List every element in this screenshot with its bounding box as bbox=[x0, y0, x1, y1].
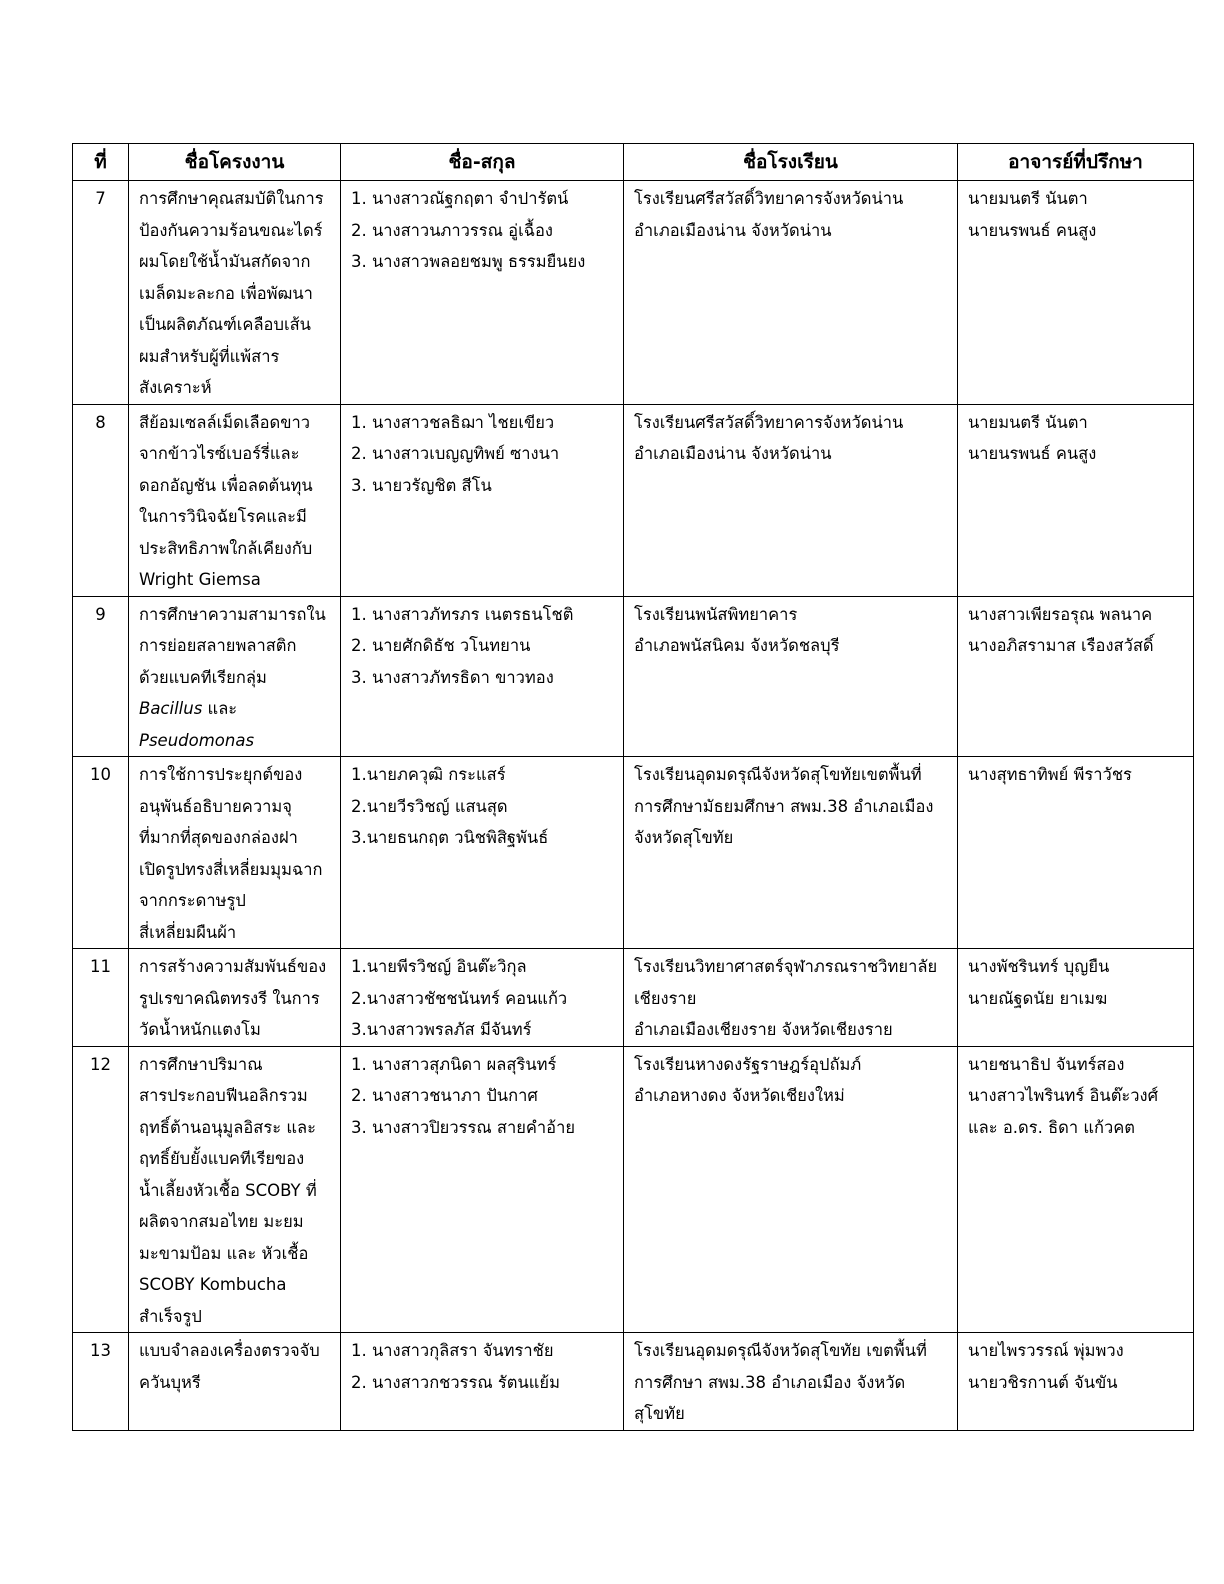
cell-school bbox=[624, 949, 958, 1047]
school-line: โรงเรียนอุดมดรุณีจังหวัดสุโขทัย เขตพื้นที่ bbox=[634, 1341, 927, 1360]
advisor-line: นายมนตรี นันตา bbox=[968, 412, 1088, 432]
cell-advisor bbox=[958, 1046, 1194, 1333]
project-line: ประสิทธิภาพใกล้เคียงกับ bbox=[139, 538, 313, 558]
cell-names bbox=[341, 1333, 624, 1431]
table-row bbox=[73, 596, 1194, 757]
cell-advisor bbox=[958, 404, 1194, 596]
cell-project bbox=[129, 1333, 341, 1431]
header-row bbox=[73, 144, 1194, 181]
names-line: 3. นางสาวปิยวรรณ สายคำอ้าย bbox=[351, 1117, 576, 1137]
cell-project bbox=[129, 1046, 341, 1333]
school-line: โรงเรียนพนัสพิทยาคาร bbox=[634, 604, 798, 624]
cell-school bbox=[624, 757, 958, 949]
school-line: จังหวัดสุโขทัย bbox=[634, 828, 734, 847]
header-project: ชื่อโครงงาน bbox=[129, 144, 341, 181]
cell-school bbox=[624, 1333, 958, 1431]
cell-names bbox=[341, 596, 624, 757]
project-line: SCOBY Kombucha bbox=[139, 1275, 287, 1294]
advisor-line: นางสาวเพียรอรุณ พลนาค bbox=[968, 604, 1153, 624]
project-line: เป็นผลิตภัณฑ์เคลือบเส้น bbox=[139, 315, 311, 334]
row-number: 9 bbox=[73, 596, 129, 757]
advisor-line: นางสุทธาทิพย์ พีราวัชร bbox=[968, 765, 1132, 784]
project-line: มะขามป้อม และ หัวเชื้อ bbox=[139, 1243, 309, 1263]
table-row bbox=[73, 949, 1194, 1047]
names-line: 1. นางสาวกุลิสรา จันทราชัย bbox=[351, 1341, 554, 1360]
school-line: โรงเรียนศรีสวัสดิ์วิทยาคารจังหวัดน่าน bbox=[634, 412, 904, 432]
advisor-line: นายนรพนธ์ คนสูง bbox=[968, 444, 1097, 463]
cell-school bbox=[624, 596, 958, 757]
row-number: 11 bbox=[73, 949, 129, 1047]
row-number: 8 bbox=[73, 404, 129, 596]
names-line: 2. นางสาวเบญญทิพย์ ซางนา bbox=[351, 444, 560, 463]
project-line: เปิดรูปทรงสี่เหลี่ยมมุมฉาก bbox=[139, 859, 323, 879]
cell-advisor bbox=[958, 757, 1194, 949]
project-line: การศึกษาคุณสมบัติในการ bbox=[139, 189, 324, 208]
project-line: การศึกษาความสามารถใน bbox=[139, 604, 326, 624]
cell-project bbox=[129, 596, 341, 757]
names-line: 3. นางสาวภัทรธิดา ขาวทอง bbox=[351, 667, 554, 687]
project-line: น้ำเลี้ยงหัวเชื้อ SCOBY ที่ bbox=[139, 1180, 317, 1200]
names-line: 2.นางสาวชัชชนันทร์ คอนแก้ว bbox=[351, 988, 568, 1008]
advisor-line: นางอภิสรามาส เรืองสวัสดิ์ bbox=[968, 636, 1154, 655]
project-line: Pseudomonas bbox=[139, 730, 255, 750]
project-line: อนุพันธ์อธิบายความจุ bbox=[139, 796, 292, 816]
project-line: รูปเรขาคณิตทรงรี ในการ bbox=[139, 988, 320, 1008]
project-line: สังเคราะห์ bbox=[139, 378, 212, 397]
names-line: 2. นายศักดิธัช วโนทยาน bbox=[351, 636, 531, 655]
project-line: การใช้การประยุกต์ของ bbox=[139, 765, 303, 784]
project-line: ที่มากที่สุดของกล่องฝา bbox=[139, 828, 298, 847]
project-line: เมล็ดมะละกอ เพื่อพัฒนา bbox=[139, 283, 313, 303]
names-line: 2.นายวีรวิชญ์ แสนสุด bbox=[351, 796, 508, 816]
cell-school bbox=[624, 404, 958, 596]
header-no: ที่ bbox=[73, 144, 129, 181]
school-line: อำเภอพนัสนิคม จังหวัดชลบุรี bbox=[634, 636, 840, 655]
school-line: การศึกษามัธยมศึกษา สพม.38 อำเภอเมือง bbox=[634, 796, 934, 816]
names-line: 1.นายพีรวิชญ์ อินต๊ะวิกุล bbox=[351, 957, 527, 976]
names-line: 2. นางสาวนภาวรรณ อู่เฉื้อง bbox=[351, 220, 553, 240]
cell-names bbox=[341, 404, 624, 596]
project-line: สำเร็จรูป bbox=[139, 1306, 202, 1326]
project-line: ควันบุหรี bbox=[139, 1372, 201, 1392]
header-advisor: อาจารย์ที่ปรึกษา bbox=[958, 144, 1194, 181]
header-school: ชื่อโรงเรียน bbox=[624, 144, 958, 181]
cell-advisor bbox=[958, 949, 1194, 1047]
advisor-line: นายณัฐดนัย ยาเมฆ bbox=[968, 988, 1108, 1008]
cell-advisor bbox=[958, 596, 1194, 757]
school-line: โรงเรียนวิทยาศาสตร์จุฬาภรณราชวิทยาลัย bbox=[634, 957, 938, 976]
project-line: การสร้างความสัมพันธ์ของ bbox=[139, 957, 327, 976]
names-line: 1. นางสาวภัทรภร เนตรธนโชติ bbox=[351, 604, 574, 624]
table-row bbox=[73, 1333, 1194, 1431]
names-line: 3.นายธนกฤต วนิชพิสิฐพันธ์ bbox=[351, 828, 549, 847]
advisor-line: นายมนตรี นันตา bbox=[968, 189, 1088, 208]
cell-names bbox=[341, 757, 624, 949]
cell-school bbox=[624, 181, 958, 405]
projects-table bbox=[72, 143, 1194, 1431]
cell-names bbox=[341, 1046, 624, 1333]
advisor-line: และ อ.ดร. ธิดา แก้วคต bbox=[968, 1117, 1136, 1137]
project-line: Wright Giemsa bbox=[139, 570, 261, 589]
names-line: 1. นางสาวชลธิฌา ไชยเขียว bbox=[351, 412, 555, 432]
table-row bbox=[73, 757, 1194, 949]
advisor-line: นายนรพนธ์ คนสูง bbox=[968, 220, 1097, 240]
header-names: ชื่อ-สกุล bbox=[341, 144, 624, 181]
cell-project bbox=[129, 404, 341, 596]
names-line: 3.นางสาวพรลภัส มีจันทร์ bbox=[351, 1020, 532, 1039]
names-line: 3. นางสาวพลอยชมพู ธรรมยืนยง bbox=[351, 252, 586, 271]
project-line: ผมสำหรับผู้ที่แพ้สาร bbox=[139, 346, 280, 366]
project-line: ป้องกันความร้อนขณะไดร์ bbox=[139, 220, 323, 240]
project-line: แบบจำลองเครื่องตรวจจับ bbox=[139, 1341, 320, 1360]
advisor-line: นายวชิรกานต์ จันขัน bbox=[968, 1372, 1118, 1392]
table-row bbox=[73, 181, 1194, 405]
cell-project bbox=[129, 949, 341, 1047]
cell-project bbox=[129, 181, 341, 405]
advisor-line: นายชนาธิป จันทร์สอง bbox=[968, 1054, 1125, 1074]
project-line: การย่อยสลายพลาสติก bbox=[139, 636, 297, 655]
project-line: ด้วยแบคทีเรียกลุ่ม bbox=[139, 667, 267, 687]
project-line: Bacillus และ bbox=[139, 699, 238, 718]
school-line: อำเภอเมืองน่าน จังหวัดน่าน bbox=[634, 444, 832, 463]
project-line: ในการวินิจฉัยโรคและมี bbox=[139, 507, 307, 526]
school-line: โรงเรียนอุดมดรุณีจังหวัดสุโขทัยเขตพื้นที่ bbox=[634, 765, 922, 784]
cell-school bbox=[624, 1046, 958, 1333]
advisor-line: นางสาวไพรินทร์ อินต๊ะวงศ์ bbox=[968, 1086, 1159, 1105]
school-line: การศึกษา สพม.38 อำเภอเมือง จังหวัด bbox=[634, 1372, 906, 1392]
table-row bbox=[73, 404, 1194, 596]
cell-project bbox=[129, 757, 341, 949]
names-line: 2. นางสาวชนาภา ปันกาศ bbox=[351, 1086, 538, 1105]
project-line: จากกระดาษรูป bbox=[139, 891, 246, 910]
row-number: 7 bbox=[73, 181, 129, 405]
names-line: 1. นางสาวสุภนิดา ผลสุรินทร์ bbox=[351, 1054, 557, 1074]
cell-names bbox=[341, 949, 624, 1047]
project-line: วัดน้ำหนักแตงโม bbox=[139, 1020, 261, 1039]
project-line: ผลิตจากสมอไทย มะยม bbox=[139, 1212, 304, 1231]
table-row bbox=[73, 1046, 1194, 1333]
school-line: โรงเรียนศรีสวัสดิ์วิทยาคารจังหวัดน่าน bbox=[634, 189, 904, 208]
names-line: 2. นางสาวกชวรรณ รัตนแย้ม bbox=[351, 1372, 560, 1392]
row-number: 13 bbox=[73, 1333, 129, 1431]
advisor-line: นายไพรวรรณ์ พุ่มพวง bbox=[968, 1341, 1124, 1360]
project-line: สารประกอบฟีนอลิกรวม bbox=[139, 1086, 308, 1105]
cell-advisor bbox=[958, 181, 1194, 405]
row-number: 12 bbox=[73, 1046, 129, 1333]
project-line: จากข้าวไรซ์เบอร์รี่และ bbox=[139, 444, 300, 463]
row-number: 10 bbox=[73, 757, 129, 949]
cell-names bbox=[341, 181, 624, 405]
school-line: สุโขทัย bbox=[634, 1404, 685, 1423]
project-line: การศึกษาปริมาณ bbox=[139, 1054, 263, 1074]
advisor-line: นางพัชรินทร์ บุญยืน bbox=[968, 957, 1110, 976]
school-line: เชียงราย bbox=[634, 988, 697, 1008]
cell-advisor bbox=[958, 1333, 1194, 1431]
project-line: ฤทธิ์ต้านอนุมูลอิสระ และ bbox=[139, 1117, 316, 1137]
school-line: อำเภอเมืองเชียงราย จังหวัดเชียงราย bbox=[634, 1020, 893, 1039]
project-line: ผมโดยใช้น้ำมันสกัดจาก bbox=[139, 252, 311, 271]
school-line: อำเภอเมืองน่าน จังหวัดน่าน bbox=[634, 220, 832, 240]
project-line: ดอกอัญชัน เพื่อลดต้นทุน bbox=[139, 475, 313, 495]
names-line: 3. นายวรัญชิต สีโน bbox=[351, 475, 492, 495]
school-line: อำเภอหางดง จังหวัดเชียงใหม่ bbox=[634, 1086, 845, 1105]
project-line: ฤทธิ์ยับยั้งแบคทีเรียของ bbox=[139, 1149, 305, 1168]
project-line: สีย้อมเซลล์เม็ดเลือดขาว bbox=[139, 412, 311, 432]
school-line: โรงเรียนหางดงรัฐราษฎร์อุปถัมภ์ bbox=[634, 1054, 862, 1074]
names-line: 1.นายภควุฒิ กระแสร์ bbox=[351, 765, 506, 784]
project-line: สี่เหลี่ยมผืนผ้า bbox=[139, 922, 237, 942]
names-line: 1. นางสาวณัฐกฤตา จำปารัตน์ bbox=[351, 189, 569, 208]
